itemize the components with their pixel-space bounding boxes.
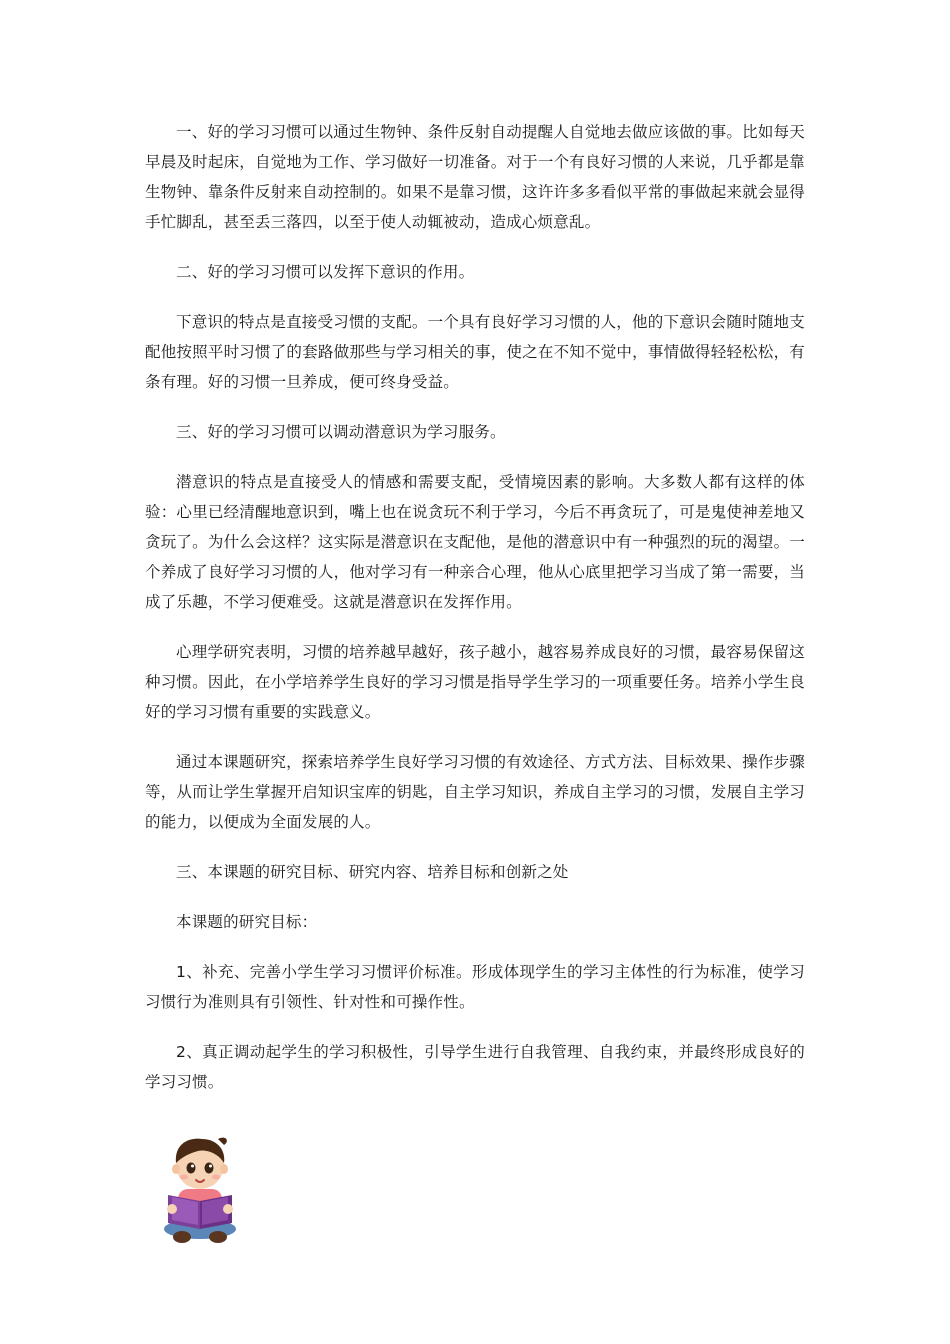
list-item-goal-2: 2、真正调动起学生的学习积极性，引导学生进行自我管理、自我约束，并最终形成良好的学习习惯。: [145, 1043, 805, 1091]
paragraph-unconscious: 潜意识的特点是直接受人的情感和需要支配，受情境因素的影响。大多数人都有这样的体验：心里已经清醒地意识到，嘴上也在说贪玩不利于学习，今后不再贪玩了，可是鬼使神差地又贪玩了。为什么会这样？这实际是潜意识在支配他，是他的潜意识中有一种强烈的玩的渴望。一个养成了良好学习习惯的人，他对学习有一种亲合心理，他从心底里把学习当成了第一需要，当成了乐趣，不学习便难受。这就是潜意识在发挥作用。: [145, 473, 805, 611]
list-item-goal-1: 1、补充、完善小学生学习习惯评价标准。形成体现学生的学习主体性的行为标准，使学习习惯行为准则具有引领性、针对性和可操作性。: [145, 963, 805, 1011]
heading-unconscious-service: 三、好的学习习惯可以调动潜意识为学习服务。: [176, 423, 506, 441]
paragraph-research-purpose: 通过本课题研究，探索培养学生良好学习习惯的有效途径、方式方法、目标效果、操作步骤等，从而让学生掌握开启知识宝库的钥匙，自主学习知识，养成自主学习的习惯，发展自主学习的能力，以便成为全面发展的人。: [145, 753, 805, 831]
heading-research-goals: 本课题的研究目标：: [176, 913, 318, 931]
paragraph-subconscious: 下意识的特点是直接受习惯的支配。一个具有良好学习习惯的人，他的下意识会随时随地支配他按照平时习惯了的套路做那些与学习相关的事，使之在不知不觉中，事情做得轻轻松松，有条有理。好的习惯一旦养成，便可终身受益。: [145, 313, 805, 391]
document-body: [145, 117, 805, 1117]
heading-subconscious-role: 二、好的学习习惯可以发挥下意识的作用。: [176, 263, 475, 281]
heading-research-goals-section: 三、本课题的研究目标、研究内容、培养目标和创新之处: [176, 863, 569, 881]
child-reading-book-icon: [160, 1133, 240, 1248]
paragraph-habit-biological-clock: 一、好的学习习惯可以通过生物钟、条件反射自动提醒人自觉地去做应该做的事。比如每天早晨及时起床，自觉地为工作、学习做好一切准备。对于一个有良好习惯的人来说，几乎都是靠生物钟、靠条件反射来自动控制的。如果不是靠习惯，这许许多多看似平常的事做起来就会显得手忙脚乱，甚至丢三落四，以至于使人动辄被动，造成心烦意乱。: [145, 123, 805, 231]
paragraph-psychology-research: 心理学研究表明，习惯的培养越早越好，孩子越小，越容易养成良好的习惯，最容易保留这种习惯。因此，在小学培养学生良好的学习习惯是指导学生学习的一项重要任务。培养小学生良好的学习习惯有重要的实践意义。: [145, 643, 805, 721]
